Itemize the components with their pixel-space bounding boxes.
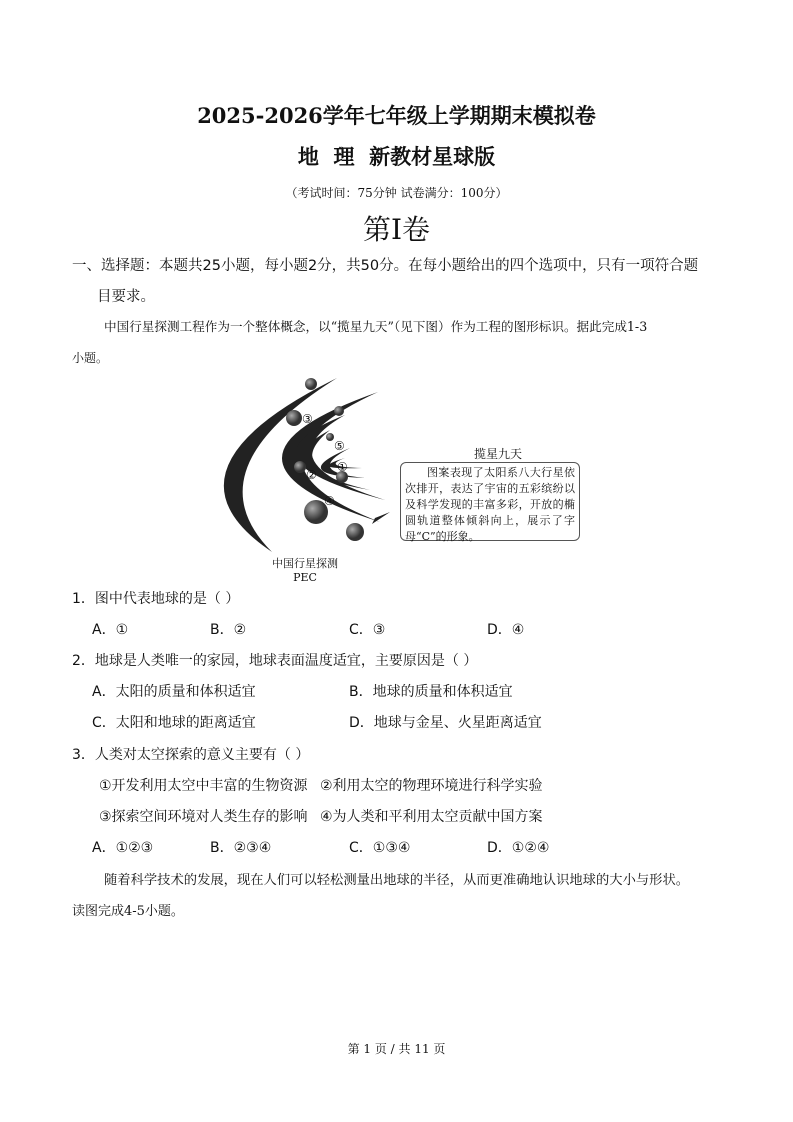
intro-paragraph-2-cont: 读图完成4-5小题。: [72, 904, 184, 919]
question-2-stem: 2．地球是人类唯一的家园，地球表面温度适宜，主要原因是（ ）: [72, 653, 478, 669]
q3-option-b: B．②③④: [210, 840, 272, 856]
question-3-stem: 3．人类对太空探索的意义主要有（ ）: [72, 747, 310, 763]
q1-option-a: A．①: [92, 622, 129, 638]
figure-box-title: 揽星九天: [473, 447, 522, 461]
exam-subtitle: 地 理 新教材星球版: [297, 144, 496, 169]
planet-label-5: ⑤: [334, 439, 345, 453]
orbit-arcs: [224, 378, 390, 552]
section-heading-cont: 目要求。: [97, 289, 155, 305]
q3-option-a: A．①②③: [92, 840, 154, 856]
planet-label-3: ③: [302, 412, 313, 426]
q3-item-3: ③探索空间环境对人类生存的影响: [99, 809, 308, 825]
q2-option-d: D．地球与金星、火星距离适宜: [349, 715, 542, 731]
q3-option-c: C．①③④: [349, 840, 411, 856]
q1-option-d: D．④: [487, 622, 525, 638]
planet-label-4: ④: [324, 494, 335, 508]
exam-info: （考试时间：75分钟 试卷满分：100分）: [285, 186, 508, 200]
section-heading: 一、选择题：本题共25小题，每小题2分，共50分。在每小题给出的四个选项中，只有一项符合题: [72, 258, 699, 274]
planet-label-2: ②: [306, 468, 317, 482]
intro-paragraph-cont: 小题。: [72, 351, 109, 365]
q2-option-a: A．太阳的质量和体积适宜: [92, 684, 256, 700]
q1-option-c: C．③: [349, 622, 386, 638]
q2-option-b: B．地球的质量和体积适宜: [349, 684, 513, 700]
logo-caption: 中国行星探测: [272, 557, 338, 570]
q3-item-1: ①开发利用太空中丰富的生物资源: [99, 778, 308, 794]
q3-item-2: ②利用太空的物理环境进行科学实验: [320, 778, 543, 794]
intro-paragraph-2: 随着科学技术的发展，现在人们可以轻松测量出地球的半径，从而更准确地认识地球的大小与形状。: [104, 873, 690, 888]
volume-title: 第I卷: [362, 213, 431, 246]
logo-abbreviation: PEC: [293, 571, 317, 584]
planet-label-1: ①: [337, 460, 348, 474]
q1-option-b: B．②: [210, 622, 247, 638]
intro-paragraph: 中国行星探测工程作为一个整体概念，以“揽星九天”（见下图）作为工程的图形标识。据此完成1-3: [104, 319, 648, 334]
exam-title: 2025-2026学年七年级上学期期末模拟卷: [197, 103, 596, 128]
q3-item-4: ④为人类和平利用太空贡献中国方案: [320, 809, 543, 825]
q2-option-c: C．太阳和地球的距离适宜: [92, 715, 256, 731]
page-number: 第 1 页 / 共 11 页: [347, 1042, 446, 1056]
question-1-stem: 1．图中代表地球的是（ ）: [72, 591, 240, 607]
figure-description-box: 图案表现了太阳系八大行星依次排开，表达了宇宙的五彩缤纷以及科学发现的丰富多彩，开放的椭圆轨道整体倾斜向上，展示了字母“C”的形象。: [400, 462, 580, 541]
q3-option-d: D．①②④: [487, 840, 550, 856]
